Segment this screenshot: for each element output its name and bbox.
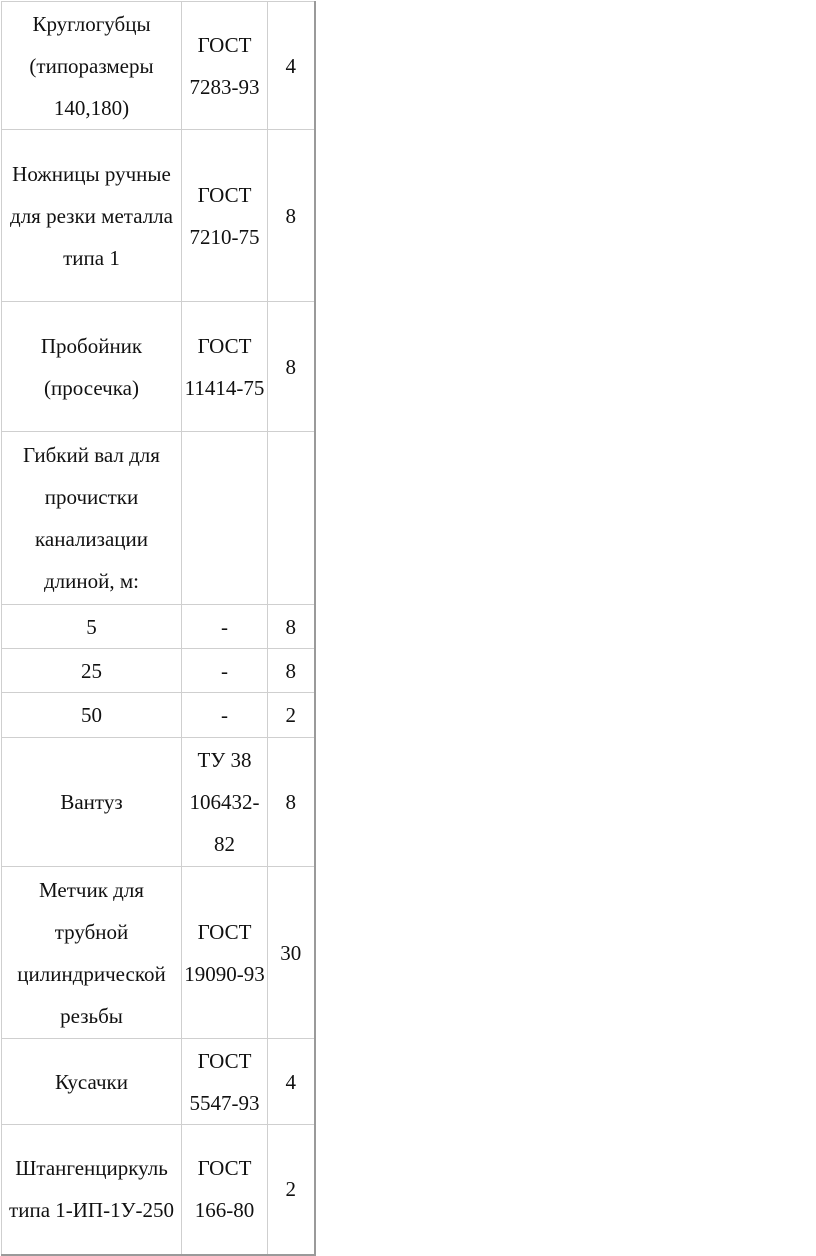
tool-name: 50 <box>81 703 102 727</box>
tool-name: Штангенциркуль типа 1-ИП-1У-250 <box>9 1156 174 1223</box>
standard-cell <box>182 1125 268 1255</box>
standard-cell <box>182 693 268 738</box>
standard-cell <box>182 867 268 1039</box>
tool-name: Ножницы ручные для резки металла типа 1 <box>10 161 173 270</box>
table-row <box>2 130 315 302</box>
tool-name-cell <box>2 1125 182 1255</box>
standard-cell <box>182 2 268 130</box>
tool-name-cell <box>2 1039 182 1125</box>
tool-name-cell <box>2 649 182 693</box>
tool-name-cell <box>2 2 182 130</box>
tool-standard: ГОСТ 5547-93 <box>189 1048 260 1115</box>
tool-quantity: 8 <box>285 614 296 639</box>
tool-name: Гибкий вал для прочистки канализации длиной, м: <box>23 443 160 593</box>
tool-quantity: 8 <box>285 203 296 228</box>
tool-name: Пробойник (просечка) <box>40 333 143 400</box>
standard-cell <box>182 302 268 432</box>
quantity-cell <box>268 2 315 130</box>
tool-name-cell <box>2 432 182 605</box>
tool-quantity: 2 <box>285 703 296 727</box>
table-row <box>2 1039 315 1125</box>
tool-quantity: 8 <box>285 658 296 683</box>
tool-name-cell <box>2 605 182 649</box>
quantity-cell <box>268 738 315 867</box>
standard-cell <box>182 432 268 605</box>
tool-name: Круглогубцы (типоразмеры 140,180) <box>29 11 154 120</box>
table-row <box>2 649 315 693</box>
tool-name-cell <box>2 693 182 738</box>
quantity-cell <box>268 867 315 1039</box>
quantity-cell <box>268 130 315 302</box>
standard-cell <box>182 738 268 867</box>
tool-name: Кусачки <box>55 1069 128 1094</box>
standard-cell <box>182 605 268 649</box>
tool-standard: ГОСТ 7210-75 <box>189 182 260 249</box>
tool-quantity: 2 <box>285 1177 296 1202</box>
tool-name-cell <box>2 738 182 867</box>
table-row <box>2 738 315 867</box>
tool-name: Метчик для трубной цилиндрической резьбы <box>17 877 166 1028</box>
tool-name: 25 <box>81 658 102 683</box>
tool-quantity: 4 <box>285 1069 296 1094</box>
tool-standard: ГОСТ 166-80 <box>194 1156 255 1223</box>
tool-quantity: 8 <box>285 354 296 379</box>
tool-name: 5 <box>86 614 97 639</box>
quantity-cell <box>268 432 315 605</box>
tool-standard: ТУ 38 106432-82 <box>189 748 260 856</box>
standard-cell <box>182 130 268 302</box>
tool-quantity: 30 <box>280 940 302 965</box>
tool-standard: ГОСТ 11414-75 <box>184 333 265 400</box>
standard-cell <box>182 1039 268 1125</box>
table-row <box>2 867 315 1039</box>
table-row <box>2 432 315 605</box>
tool-quantity: 4 <box>285 53 296 78</box>
quantity-cell <box>268 302 315 432</box>
tools-table <box>1 1 316 1256</box>
table-row <box>2 605 315 649</box>
table-row <box>2 693 315 738</box>
tool-name: Вантуз <box>60 790 123 814</box>
tool-name-cell <box>2 130 182 302</box>
tool-standard: - <box>221 658 228 683</box>
tool-name-cell <box>2 867 182 1039</box>
tool-standard: - <box>221 614 228 639</box>
tool-standard: ГОСТ 19090-93 <box>184 919 265 986</box>
quantity-cell <box>268 605 315 649</box>
quantity-cell <box>268 649 315 693</box>
tool-standard: ГОСТ 7283-93 <box>189 32 260 99</box>
table-row <box>2 302 315 432</box>
tool-standard: - <box>221 703 228 727</box>
tool-quantity: 8 <box>285 790 296 814</box>
table-row <box>2 2 315 130</box>
table-row <box>2 1125 315 1255</box>
quantity-cell <box>268 1125 315 1255</box>
tool-name-cell <box>2 302 182 432</box>
standard-cell <box>182 649 268 693</box>
quantity-cell <box>268 693 315 738</box>
quantity-cell <box>268 1039 315 1125</box>
